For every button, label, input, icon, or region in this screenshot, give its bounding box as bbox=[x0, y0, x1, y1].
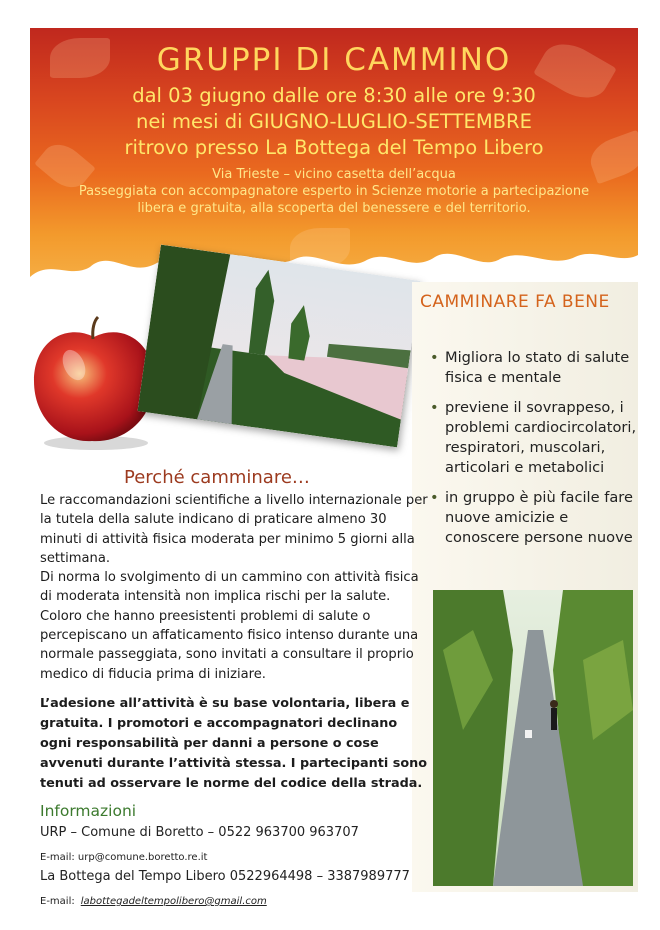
river-path-photo-image bbox=[138, 245, 421, 448]
disclaimer-paragraph: L’adesione all’attività è su base volontaria, libera e gratuita. I promotori e accompagnatori declinano ogni responsabilità per danni a persone o cose avvenuti durante l’attività stessa. I partecipanti sono tenuti ad osservare le norme del codice della strada. bbox=[40, 696, 428, 791]
address-line: Via Trieste – vicino casetta dell’acqua bbox=[212, 167, 456, 182]
bottega-email-line bbox=[40, 896, 267, 907]
benefits-list bbox=[428, 348, 640, 558]
list-item: • Migliora lo stato di salute fisica e mentale bbox=[428, 348, 640, 388]
email-label: E-mail: bbox=[40, 896, 75, 907]
header-banner bbox=[30, 28, 638, 293]
info-heading: Informazioni bbox=[40, 802, 137, 820]
page-title: GRUPPI DI CAMMINO bbox=[156, 42, 512, 78]
urp-contact: URP – Comune di Boretto – 0522 963700 963707 bbox=[40, 825, 359, 840]
date-line: dal 03 giugno dalle ore 8:30 alle ore 9:30 bbox=[132, 84, 536, 107]
list-item: • in gruppo è più facile fare nuove amicizie e conoscere persone nuove bbox=[428, 488, 640, 548]
list-item: • previene il sovrappeso, i problemi cardiocircolatori, respiratori, muscolari, articolari e metabolici bbox=[428, 398, 640, 478]
paragraph: Coloro che hanno preesistenti problemi di salute o percepiscano un affaticamento fisico intenso durante una normale passeggiata, sono invitati a consultare il proprio medico di fiducia prima di iniziare. bbox=[40, 608, 419, 682]
months-line: nei mesi di GIUGNO-LUGLIO-SETTEMBRE bbox=[136, 110, 532, 133]
walking-path-photo bbox=[433, 590, 633, 886]
bottega-email-link[interactable]: labottegadeltempolibero@gmail.com bbox=[80, 896, 267, 907]
bottega-contact: La Bottega del Tempo Libero 0522964498 – 3387989777 bbox=[40, 869, 410, 884]
meeting-point-line: ritrovo presso La Bottega del Tempo Libero bbox=[124, 136, 544, 159]
description-line-2: libera e gratuita, alla scoperta del benessere e del territorio. bbox=[137, 201, 531, 216]
benefits-heading: CAMMINARE FA BENE bbox=[420, 292, 610, 312]
paragraph: Le raccomandazioni scientifiche a livello internazionale per la tutela della salute indicano di praticare almeno 30 minuti di attività fisica moderata per minimo 5 giorni alla settimana. bbox=[40, 493, 428, 566]
paragraph: Di norma lo svolgimento di un cammino con attività fisica di moderata intensità non implica rischi per la salute. bbox=[40, 570, 419, 605]
body-text bbox=[40, 491, 430, 684]
urp-email[interactable]: E-mail: urp@comune.boretto.re.it bbox=[40, 852, 208, 863]
description-line-1: Passeggiata con accompagnatore esperto in Scienze motorie a partecipazione bbox=[78, 184, 590, 199]
river-path-photo bbox=[138, 245, 421, 448]
why-walk-heading: Perché camminare… bbox=[124, 467, 310, 488]
